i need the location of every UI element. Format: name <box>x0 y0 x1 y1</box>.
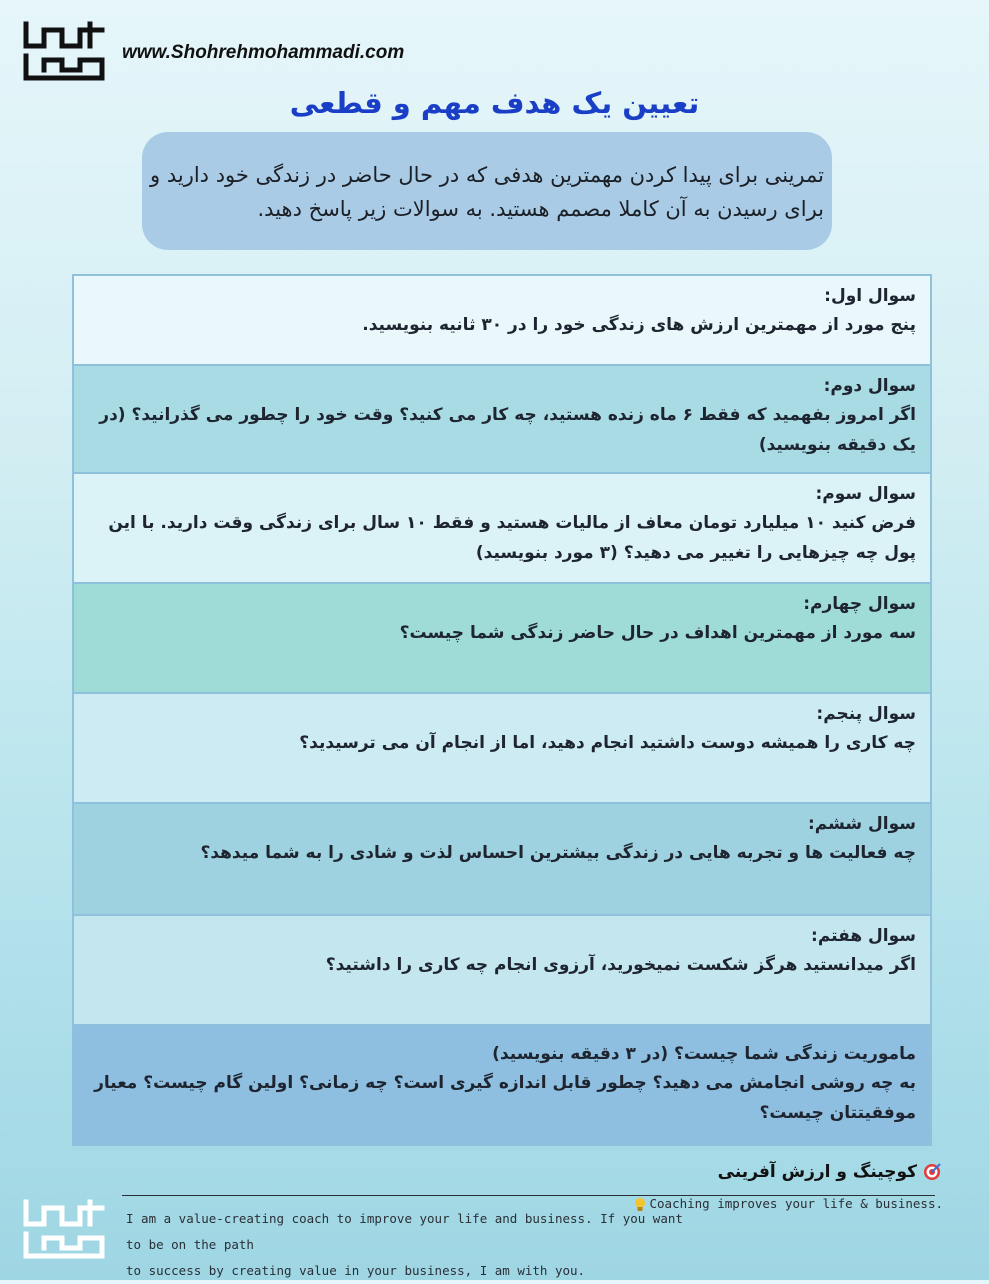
question-text: سه مورد از مهمترین اهداف در حال حاضر زندگی شما چیست؟ <box>399 623 916 643</box>
question-row-7 <box>74 916 930 1026</box>
question-title: سوال سوم: <box>815 484 916 504</box>
question-title: سوال اول: <box>824 286 916 306</box>
question-title: سوال هفتم: <box>811 926 916 946</box>
question-text: فرض کنید ۱۰ میلیارد تومان معاف از مالیات هستید و فقط ۱۰ سال برای زندگی وقت دارید. با این پول چه چیزهایی را تغییر می دهید؟ (۳ مورد بنویسید) <box>108 513 916 563</box>
question-text: چه کاری را همیشه دوست داشتید انجام دهید، اما از انجام آن می ترسیدید؟ <box>299 733 916 753</box>
footer-about-line-2: to success by creating value in your business, I am with you. <box>126 1263 586 1278</box>
question-text: به چه روشی انجامش می دهید؟ چطور قابل اندازه گیری است؟ چه زمانی؟ اولین گام چیست؟ معیار موفقیتتان چیست؟ <box>94 1073 916 1123</box>
footer-tagline <box>718 1162 941 1182</box>
question-row-2 <box>74 366 930 474</box>
question-title: ماموریت زندگی شما چیست؟ (در ۳ دقیقه بنویسید) <box>492 1044 916 1064</box>
questions-table <box>72 274 932 1146</box>
footer-about-line-1: I am a value-creating coach to improve your life and business. If you want to be on the path <box>126 1211 683 1252</box>
website-url[interactable]: www.Shohrehmohammadi.com <box>122 42 405 63</box>
mission-row <box>74 1026 930 1144</box>
brand-logo-footer <box>22 1198 106 1260</box>
footer-about <box>126 1206 686 1284</box>
page-title: تعیین یک هدف مهم و قطعی <box>289 86 700 120</box>
question-text: اگر امروز بفهمید که فقط ۶ ماه زنده هستید، چه کار می کنید؟ وقت خود را چطور می گذرانید؟ (در یک دقیقه بنویسید) <box>99 405 916 455</box>
brand-logo <box>22 20 106 82</box>
question-row-4 <box>74 584 930 694</box>
target-icon <box>923 1163 941 1181</box>
question-text: چه فعالیت ها و تجربه هایی در زندگی بیشترین احساس لذت و شادی را به شما میدهد؟ <box>200 843 916 863</box>
footer-tag-text: کوچینگ و ارزش آفرینی <box>717 1162 917 1182</box>
intro-text: تمرینی برای پیدا کردن مهمترین هدفی که در حال حاضر در زندگی خود دارید و برای رسیدن به آن کاملا مصمم هستید. به سوالات زیر پاسخ دهید. <box>150 163 824 221</box>
question-row-3 <box>74 474 930 584</box>
question-title: سوال دوم: <box>823 376 916 396</box>
question-text: اگر میدانستید هرگز شکست نمیخورید، آرزوی انجام چه کاری را داشتید؟ <box>325 955 916 975</box>
question-row-5 <box>74 694 930 804</box>
question-title: سوال ششم: <box>807 814 916 834</box>
intro-box <box>142 132 832 250</box>
question-title: سوال پنجم: <box>816 704 916 724</box>
question-row-1 <box>74 276 930 366</box>
question-title: سوال چهارم: <box>803 594 916 614</box>
question-row-6 <box>74 804 930 916</box>
footer-slogan-text: Coaching improves your life & business. <box>649 1196 943 1211</box>
question-text: پنج مورد از مهمترین ارزش های زندگی خود را در ۳۰ ثانیه بنویسید. <box>362 315 916 335</box>
